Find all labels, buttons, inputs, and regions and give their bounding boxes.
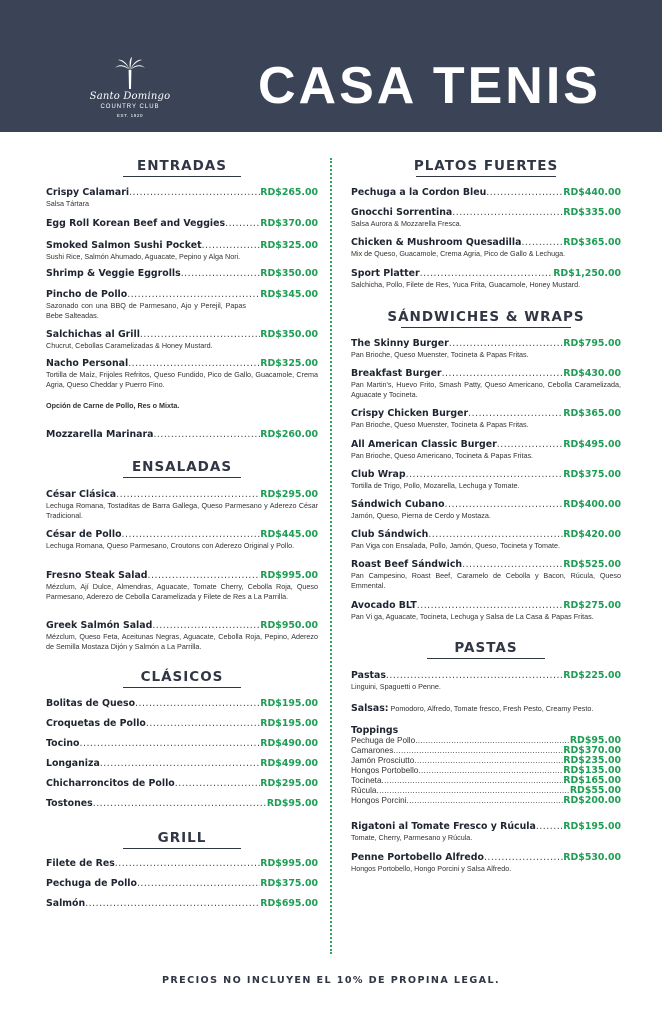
leader-dots bbox=[382, 776, 564, 786]
menu-item bbox=[46, 570, 318, 601]
leader-dots bbox=[79, 738, 260, 749]
item-name: Salmón bbox=[46, 898, 86, 909]
menu-item bbox=[46, 798, 318, 809]
leader-dots bbox=[181, 268, 261, 279]
item-price: RD$365.00 bbox=[563, 237, 621, 248]
item-price: RD$490.00 bbox=[260, 738, 318, 749]
leader-dots bbox=[417, 600, 564, 611]
section-underline bbox=[123, 176, 241, 177]
section-title: SÁNDWICHES & WRAPS bbox=[387, 309, 585, 325]
leader-dots bbox=[442, 368, 564, 379]
section-title: PASTAS bbox=[454, 640, 518, 656]
leader-dots bbox=[420, 268, 554, 279]
menu-item bbox=[46, 329, 318, 351]
menu-item bbox=[351, 368, 621, 399]
item-description: Linguini, Spaguetti o Penne. bbox=[351, 682, 441, 691]
section-underline bbox=[427, 658, 545, 659]
leader-dots bbox=[407, 796, 564, 806]
menu-item bbox=[351, 469, 621, 491]
item-name: Crispy Calamari bbox=[46, 187, 130, 198]
item-name: Avocado BLT bbox=[351, 600, 417, 611]
menu-item bbox=[46, 758, 318, 769]
section-underline bbox=[123, 477, 241, 478]
item-name: Greek Salmón Salad bbox=[46, 620, 153, 631]
section-underline bbox=[401, 327, 571, 328]
leader-dots bbox=[406, 469, 564, 480]
item-price: RD$499.00 bbox=[260, 758, 318, 769]
item-price: RD$795.00 bbox=[563, 338, 621, 349]
menu-item bbox=[46, 738, 318, 749]
item-price: RD$325.00 bbox=[260, 240, 318, 251]
item-name: Pechuga a la Cordon Bleu bbox=[351, 187, 487, 198]
leader-dots bbox=[93, 798, 267, 809]
topping-price: RD$95.00 bbox=[569, 735, 621, 746]
item-price: RD$350.00 bbox=[260, 268, 318, 279]
item-name: Smoked Salmon Sushi Pocket bbox=[46, 240, 202, 251]
page-title: CASA TENIS bbox=[258, 57, 601, 115]
menu-item bbox=[46, 289, 318, 320]
topping-price: RD$200.00 bbox=[563, 795, 621, 806]
topping-name: Jamón Prosciutto bbox=[351, 756, 415, 765]
menu-item bbox=[351, 600, 621, 622]
logo-script-text: Santo Domingo bbox=[89, 91, 171, 102]
header-banner bbox=[0, 0, 662, 132]
item-price: RD$195.00 bbox=[260, 718, 318, 729]
column-divider bbox=[330, 158, 332, 954]
item-name: Croquetas de Pollo bbox=[46, 718, 146, 729]
menu-item bbox=[351, 821, 621, 843]
item-price: RD$365.00 bbox=[563, 408, 621, 419]
item-price: RD$225.00 bbox=[563, 670, 621, 681]
menu-item bbox=[351, 408, 621, 430]
menu-item bbox=[351, 499, 621, 521]
section-ensaladas bbox=[46, 459, 318, 478]
leader-dots bbox=[468, 408, 563, 419]
topping-price: RD$370.00 bbox=[563, 745, 621, 756]
section-underline bbox=[416, 176, 556, 177]
item-price: RD$275.00 bbox=[563, 600, 621, 611]
topping-price: RD$135.00 bbox=[563, 765, 621, 776]
leader-dots bbox=[148, 570, 261, 581]
item-description: Pan Brioche, Queso Muenster, Tocineta & Papas Fritas. bbox=[351, 420, 529, 429]
menu-item bbox=[46, 529, 318, 551]
item-name: Mozzarella Marinara bbox=[46, 429, 154, 440]
leader-dots bbox=[153, 429, 260, 440]
leader-dots bbox=[484, 852, 563, 863]
item-name: Pastas bbox=[351, 670, 386, 681]
item-name: All American Classic Burger bbox=[351, 439, 497, 450]
item-name: César de Pollo bbox=[46, 529, 122, 540]
item-name: Chicken & Mushroom Quesadilla bbox=[351, 237, 522, 248]
menu-item bbox=[351, 852, 621, 874]
item-description: Mézclum, Queso Feta, Aceitunas Negras, Aguacate, Cebolla Roja, Pepino, Aderezo de Semilla Mostaza Dijón y Salmón a La Parrilla. bbox=[46, 632, 318, 651]
item-price: RD$440.00 bbox=[563, 187, 621, 198]
item-note: Opción de Carne de Pollo, Res o Mixta. bbox=[46, 401, 180, 410]
menu-item bbox=[351, 187, 621, 198]
leader-dots bbox=[115, 858, 261, 869]
item-name: Pechuga de Pollo bbox=[46, 878, 137, 889]
section-title: ENSALADAS bbox=[131, 459, 233, 475]
leader-dots bbox=[462, 559, 563, 570]
topping-row bbox=[351, 796, 621, 806]
item-price: RD$345.00 bbox=[260, 289, 318, 300]
section-pastas bbox=[351, 640, 621, 659]
leader-dots bbox=[225, 218, 260, 229]
item-name: Gnocchi Sorrentina bbox=[351, 207, 453, 218]
leader-dots bbox=[386, 670, 563, 681]
item-description: Chucrut, Cebollas Caramelizadas & Honey Mustard. bbox=[46, 341, 213, 350]
section-grill bbox=[46, 830, 318, 849]
menu-item bbox=[46, 878, 318, 889]
item-price: RD$430.00 bbox=[563, 368, 621, 379]
leader-dots bbox=[452, 207, 563, 218]
item-price: RD$350.00 bbox=[260, 329, 318, 340]
item-name: The Skinny Burger bbox=[351, 338, 449, 349]
leader-dots bbox=[377, 786, 570, 796]
menu-item bbox=[351, 338, 621, 360]
leader-dots bbox=[85, 898, 260, 909]
item-price: RD$525.00 bbox=[563, 559, 621, 570]
item-price: RD$420.00 bbox=[563, 529, 621, 540]
section-title: GRILL bbox=[157, 830, 207, 846]
item-name: Crispy Chicken Burger bbox=[351, 408, 469, 419]
item-name: Filete de Res bbox=[46, 858, 115, 869]
item-price: RD$260.00 bbox=[260, 429, 318, 440]
leader-dots bbox=[521, 237, 563, 248]
topping-price: RD$165.00 bbox=[563, 775, 621, 786]
leader-dots bbox=[393, 746, 563, 756]
item-description: Pan Campesino, Roast Beef, Caramelo de Cebolla y Bacon, Rúcula, Queso Emmental. bbox=[351, 571, 621, 590]
footer-note: PRECIOS NO INCLUYEN EL 10% DE PROPINA LEGAL. bbox=[161, 975, 501, 986]
menu-item bbox=[351, 559, 621, 590]
item-price: RD$950.00 bbox=[260, 620, 318, 631]
leader-dots bbox=[146, 718, 260, 729]
menu-item bbox=[46, 718, 318, 729]
item-description: Sazonado con una BBQ de Parmesano, Ajo y Perejil, Papas Bebe Salteadas. bbox=[46, 301, 246, 320]
toppings-title: Toppings bbox=[351, 725, 399, 736]
leader-dots bbox=[127, 289, 260, 300]
leader-dots bbox=[449, 338, 564, 349]
menu-item bbox=[46, 358, 318, 389]
item-name: Tostones bbox=[46, 798, 93, 809]
toppings-list bbox=[351, 725, 621, 806]
item-name: Nacho Personal bbox=[46, 358, 129, 369]
club-logo bbox=[76, 56, 184, 126]
section-title: ENTRADAS bbox=[137, 158, 227, 174]
section-entradas bbox=[46, 158, 318, 177]
section-sandwiches bbox=[351, 309, 621, 328]
item-price: RD$375.00 bbox=[563, 469, 621, 480]
item-name: Rigatoni al Tomate Fresco y Rúcula bbox=[351, 821, 536, 832]
item-description: Pan Vi ga, Aguacate, Tocineta, Lechuga y Salsa de La Casa & Papas Fritas. bbox=[351, 612, 594, 621]
item-name: Chicharroncitos de Pollo bbox=[46, 778, 175, 789]
leader-dots bbox=[415, 736, 570, 746]
item-name: Longaniza bbox=[46, 758, 100, 769]
leader-dots bbox=[100, 758, 261, 769]
topping-name: Rúcula bbox=[351, 786, 377, 795]
topping-name: Tocineta bbox=[351, 776, 382, 785]
topping-price: RD$235.00 bbox=[563, 755, 621, 766]
item-description: Lechuga Romana, Tostaditas de Barra Gallega, Queso Parmesano y Aderezo César Tradicional. bbox=[46, 501, 318, 520]
menu-item bbox=[46, 858, 318, 869]
item-price: RD$400.00 bbox=[563, 499, 621, 510]
menu-item bbox=[351, 237, 621, 259]
palm-tree-icon bbox=[113, 56, 147, 90]
item-name: Breakfast Burger bbox=[351, 368, 442, 379]
menu-item bbox=[46, 778, 318, 789]
topping-name: Pechuga de Pollo bbox=[351, 736, 416, 745]
topping-name: Hongos Porcini bbox=[351, 796, 407, 805]
item-description: Salsa Tártara bbox=[46, 199, 90, 208]
salsas-text: Pomodoro, Alfredo, Tomate fresco, Fresh Pesto, Creamy Pesto. bbox=[390, 704, 594, 713]
item-price: RD$995.00 bbox=[260, 858, 318, 869]
menu-item bbox=[351, 268, 621, 290]
item-description: Lechuga Romana, Queso Parmesano, Croutons con Aderezo Original y Pollo. bbox=[46, 541, 295, 550]
topping-price: RD$55.00 bbox=[569, 785, 621, 796]
item-price: RD$530.00 bbox=[563, 852, 621, 863]
item-name: Roast Beef Sándwich bbox=[351, 559, 463, 570]
item-name: Egg Roll Korean Beef and Veggies bbox=[46, 218, 226, 229]
item-price: RD$995.00 bbox=[260, 570, 318, 581]
item-price: RD$295.00 bbox=[260, 778, 318, 789]
item-name: Fresno Steak Salad bbox=[46, 570, 148, 581]
item-name: Shrimp & Veggie Eggrolls bbox=[46, 268, 181, 279]
leader-dots bbox=[135, 698, 260, 709]
salsas-label: Salsas: bbox=[351, 703, 389, 714]
item-price: RD$695.00 bbox=[260, 898, 318, 909]
item-description: Tortilla de Trigo, Pollo, Mozarella, Lechuga y Tomate. bbox=[351, 481, 520, 490]
item-name: Club Sándwich bbox=[351, 529, 429, 540]
leader-dots bbox=[497, 439, 564, 450]
leader-dots bbox=[202, 240, 261, 251]
menu-item bbox=[46, 898, 318, 909]
menu-item bbox=[351, 207, 621, 229]
item-price: RD$295.00 bbox=[260, 489, 318, 500]
menu-item bbox=[351, 439, 621, 461]
menu-item bbox=[46, 240, 318, 262]
item-price: RD$375.00 bbox=[260, 878, 318, 889]
item-price: RD$265.00 bbox=[260, 187, 318, 198]
item-name: Pincho de Pollo bbox=[46, 289, 128, 300]
item-price: RD$195.00 bbox=[563, 821, 621, 832]
item-description: Pan Viga con Ensalada, Pollo, Jamón, Queso, Tocineta y Tomate. bbox=[351, 541, 560, 550]
item-description: Tomate, Cherry, Parmesano y Rúcula. bbox=[351, 833, 473, 842]
item-description: Mézclum, Ají Dulce, Almendras, Aguacate, Tomate Cherry, Cebolla Roja, Queso Parmesano, Aderezo de Cebolla Caramelizada y Filete de Res a La Parrilla. bbox=[46, 582, 318, 601]
menu-item bbox=[46, 620, 318, 651]
section-clasicos bbox=[46, 669, 318, 688]
item-description: Pan Martin's, Huevo Frito, Smash Patty, Queso Americano, Cebolla Caramelizada, Aguacate y Tocineta. bbox=[351, 380, 621, 399]
item-description: Jamón, Queso, Pierna de Cerdo y Mostaza. bbox=[351, 511, 491, 520]
leader-dots bbox=[128, 358, 260, 369]
item-price: RD$370.00 bbox=[260, 218, 318, 229]
item-description: Sushi Rice, Salmón Ahumado, Aguacate, Pepino y Alga Nori. bbox=[46, 252, 241, 261]
section-underline bbox=[123, 687, 241, 688]
leader-dots bbox=[418, 766, 563, 776]
item-description: Salchicha, Pollo, Filete de Res, Yuca Frita, Guacamole, Honey Mustard. bbox=[351, 280, 581, 289]
item-name: Sport Platter bbox=[351, 268, 420, 279]
leader-dots bbox=[152, 620, 260, 631]
item-name: Club Wrap bbox=[351, 469, 406, 480]
item-description: Pan Brioche, Queso Muenster, Tocineta & Papas Fritas. bbox=[351, 350, 529, 359]
menu-item bbox=[46, 698, 318, 709]
leader-dots bbox=[129, 187, 260, 198]
section-underline bbox=[123, 848, 241, 849]
leader-dots bbox=[414, 756, 563, 766]
logo-established: EST. 1920 bbox=[116, 113, 144, 118]
item-description: Mix de Queso, Guacamole, Crema Agria, Pico de Gallo & Lechuga. bbox=[351, 249, 566, 258]
leader-dots bbox=[175, 778, 261, 789]
item-price: RD$325.00 bbox=[260, 358, 318, 369]
item-price: RD$195.00 bbox=[260, 698, 318, 709]
leader-dots bbox=[122, 529, 261, 540]
menu-item bbox=[46, 489, 318, 520]
topping-name: Hongos Portobello bbox=[351, 766, 419, 775]
item-name: Sándwich Cubano bbox=[351, 499, 445, 510]
leader-dots bbox=[116, 489, 260, 500]
item-name: Tocino bbox=[46, 738, 80, 749]
item-price: RD$495.00 bbox=[563, 439, 621, 450]
menu-item bbox=[46, 429, 318, 440]
menu-item bbox=[46, 218, 318, 229]
leader-dots bbox=[445, 499, 564, 510]
item-price: RD$445.00 bbox=[260, 529, 318, 540]
item-price: RD$1,250.00 bbox=[553, 268, 621, 279]
item-price: RD$335.00 bbox=[563, 207, 621, 218]
section-title: PLATOS FUERTES bbox=[413, 158, 559, 174]
item-description: Tortilla de Maíz, Frijoles Refritos, Queso Fundido, Pico de Gallo, Guacamole, Crema Agria, Queso Cheddar y Puerro Fino. bbox=[46, 370, 318, 389]
leader-dots bbox=[137, 878, 260, 889]
leader-dots bbox=[536, 821, 563, 832]
leader-dots bbox=[486, 187, 563, 198]
salsas-line bbox=[351, 703, 621, 714]
section-platos-fuertes bbox=[351, 158, 621, 177]
item-price: RD$95.00 bbox=[266, 798, 318, 809]
item-name: Salchichas al Grill bbox=[46, 329, 140, 340]
item-description: Hongos Portobello, Hongo Porcini y Salsa Alfredo. bbox=[351, 864, 512, 873]
section-title: CLÁSICOS bbox=[140, 669, 224, 685]
leader-dots bbox=[140, 329, 260, 340]
leader-dots bbox=[428, 529, 563, 540]
item-name: Penne Portobello Alfredo bbox=[351, 852, 484, 863]
menu-item bbox=[46, 268, 318, 279]
menu-item bbox=[46, 187, 318, 209]
item-description: Pan Brioche, Queso Americano, Tocineta & Papas Fritas. bbox=[351, 451, 534, 460]
item-description: Salsa Aurora & Mozzarella Fresca. bbox=[351, 219, 462, 228]
item-name: Bolitas de Queso bbox=[46, 698, 136, 709]
menu-item bbox=[351, 670, 621, 692]
menu-item bbox=[351, 529, 621, 551]
logo-subtitle: COUNTRY CLUB bbox=[100, 104, 160, 110]
topping-name: Camarones bbox=[351, 746, 394, 755]
item-name: César Clásica bbox=[46, 489, 117, 500]
